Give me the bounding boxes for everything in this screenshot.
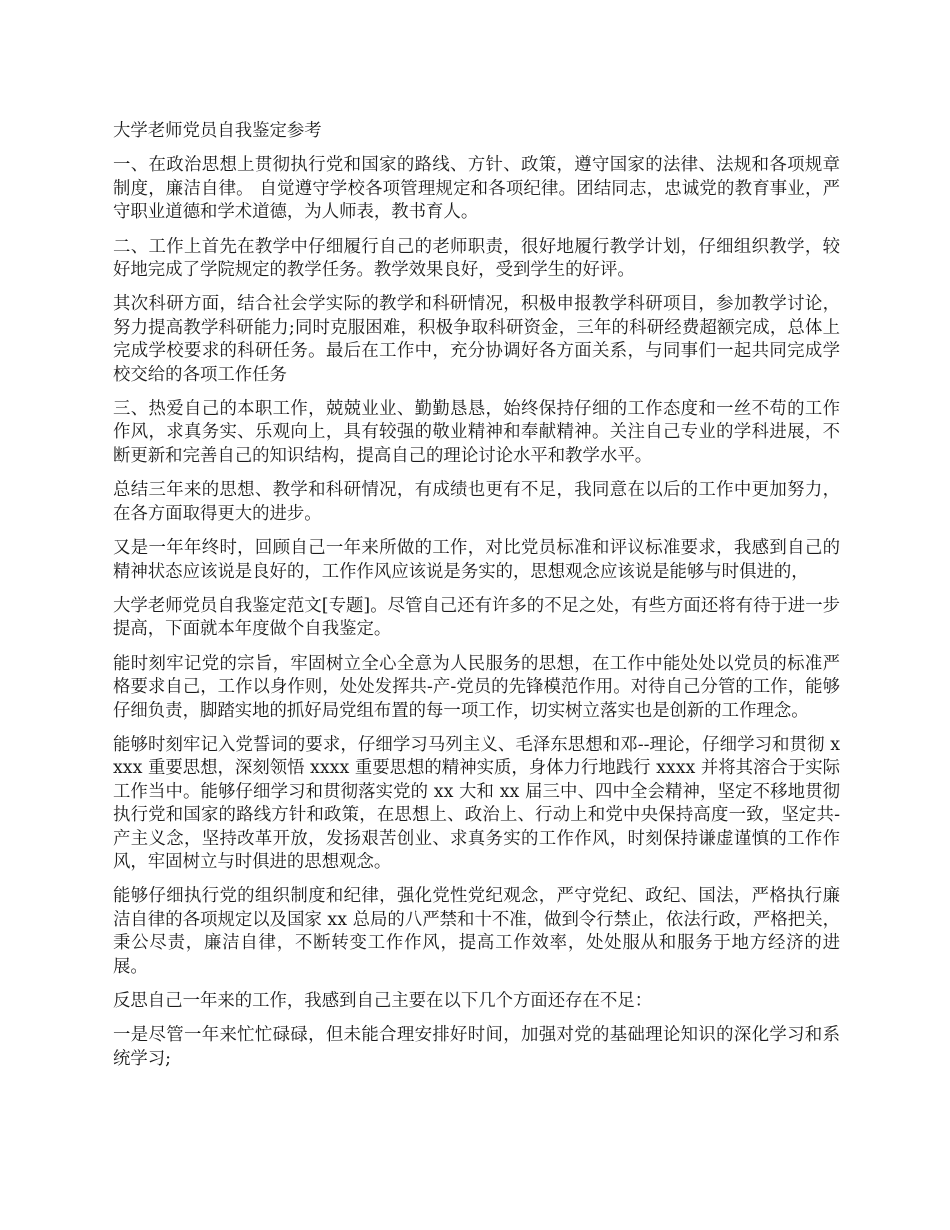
paragraph-10: 能够仔细执行党的组织制度和纪律，强化党性党纪观念，严守党纪、政纪、国法，严格执行廉洁自律的各项规定以及国家 xx 总局的八严禁和十不准，做到令行禁止，依法行政，严格把关，秉公尽责，廉洁自律，不断转变工作作风，提高工作效率，处处服从和服务于地方经济的进展。 [113, 886, 840, 977]
paragraph-5: 总结三年来的思想、教学和科研情况，有成绩也更有不足，我同意在以后的工作中更加努力，在各方面取得更大的进步。 [113, 480, 840, 524]
paragraph-6: 又是一年年终时，回顾自己一年来所做的工作，对比党员标准和评议标准要求，我感到自己的精神状态应该说是良好的，工作作风应该说是务实的，思想观念应该说是能够与时俱进的， [113, 538, 840, 582]
paragraph-7: 大学老师党员自我鉴定范文[专题]。尽管自己还有许多的不足之处，有些方面还将有待于进一步提高，下面就本年度做个自我鉴定。 [113, 595, 840, 640]
paragraph-2: 二、工作上首先在教学中仔细履行自己的老师职责，很好地履行教学计划，仔细组织教学，较好地完成了学院规定的教学任务。教学效果良好，受到学生的好评。 [113, 236, 840, 281]
paragraph-11: 反思自己一年来的工作，我感到自己主要在以下几个方面还存在不足： [113, 991, 653, 1011]
paragraph-9: 能够时刻牢记入党誓词的要求，仔细学习马列主义、毛泽东思想和邓--理论，仔细学习和贯彻 xxxx 重要思想，深刻领悟 xxxx 重要思想的精神实质，身体力行地践行 xxxx 并将其溶合于实际工作当中。能够仔细学习和贯彻落实党的 xx 大和 xx 届三中、四中全会精神，坚定不移地贯彻执行党和国家的路线方针和政策，在思想上、政治上、行动上和党中央保持高度一致，坚定共-产主义念，坚持改革开放，发扬艰苦创业、求真务实的工作作风，时刻保持谦虚谨慎的工作作风，牢固树立与时俱进的思想观念。 [113, 734, 840, 872]
paragraph-8: 能时刻牢记党的宗旨，牢固树立全心全意为人民服务的思想，在工作中能处处以党员的标准严格要求自己，工作以身作则，处处发挥共-产-党员的先锋模范作用。对待自己分管的工作，能够仔细负责，脚踏实地的抓好局党组布置的每一项工作，切实树立落实也是创新的工作理念。 [113, 653, 840, 721]
paragraph-4: 三、热爱自己的本职工作，兢兢业业、勤勤恳恳，始终保持仔细的工作态度和一丝不苟的工作作风，求真务实、乐观向上，具有较强的敬业精神和奉献精神。关注自己专业的学科进展，不断更新和完善自己的知识结构，提高自己的理论讨论水平和教学水平。 [113, 399, 840, 466]
paragraph-12: 一是尽管一年来忙忙碌碌，但未能合理安排好时间，加强对党的基础理论知识的深化学习和系统学习; [113, 1025, 840, 1069]
document-page [113, 120, 840, 1082]
paragraph-3: 其次科研方面，结合社会学实际的教学和科研情况，积极申报教学科研项目，参加教学讨论，努力提高教学科研能力;同时克服困难，积极争取科研资金，三年的科研经费超额完成，总体上完成学校要求的科研任务。最后在工作中，充分协调好各方面关系，与同事们一起共同完成学校交给的各项工作任务 [113, 294, 840, 385]
paragraph-1: 一、在政治思想上贯彻执行党和国家的路线、方针、政策，遵守国家的法律、法规和各项规章制度，廉洁自律。 自觉遵守学校各项管理规定和各项纪律。团结同志，忠诚党的教育事业，严守职业道德和学术道德，为人师表，教书育人。 [113, 155, 840, 223]
document-title: 大学老师党员自我鉴定参考 [113, 121, 322, 141]
